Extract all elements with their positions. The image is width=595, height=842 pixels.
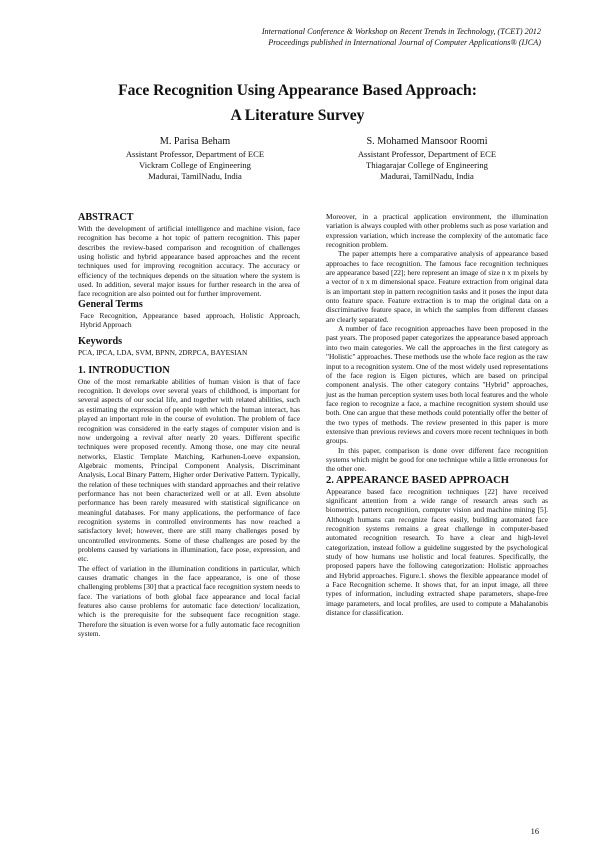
author-org: Vickram College of Engineering	[139, 160, 251, 170]
running-head-line-2: Proceedings published in International Journal of Computer Applications® (IJCA)	[268, 37, 541, 47]
author-role: Assistant Professor, Department of ECE	[357, 149, 497, 159]
intro-paragraph-1: One of the most remarkable abilities of human vision is that of face recognition. It develops over several years of childhood, is important for several aspects of our social life, and together with related abilities, such as estimating the expression of people with which the human interact, has played an important role in the course of evolution. The problem of face recognition was considered in the early stages of computer vision and is now undergoing a revival after nearly 20 years. Different specific techniques were proposed recently. Among those, one may cite neural networks, Elastic Template Matching, Karhunen-Loeve expansion, Algebraic moments, Principal Component Analysis, Discriminant Analysis, Local Binary Pattern, Higher order Derivative Pattern. Typically, the relation of these techniques with standard approaches and their relative performance has not been characterized well or at all. Even absolute performance has been rarely measured with statistical significance on meaningful databases. For many applications, the performance of face recognition systems in controlled environments has now reached a satisfactory level; however, there are still many challenges posed by uncontrolled environments. Some of these challenges are posed by the problems caused by variations in illumination, face pose, expression, and etc.	[78, 376, 300, 564]
section-2-paragraph-1: Appearance based face recognition techniques [22] have received significant attention from a wide range of research areas such as biometrics, pattern recognition, computer vision and machine mining [5]. Although humans can recognize faces easily, building automated face recognition systems remains a great challenge in computer-based automated recognition research. To have a clear and high-level categorization, instead follow a guideline suggested by the psychological study of how humans use holistic and local features. Specifically, the proposed papers have the following categorization: Holistic approaches and Hybrid approaches. Figure.1. shows the flexible appearance model of a Face Recognition scheme. It shows that, for an input image, all three types of information, including extracted shape parameters, shape-free image parameters, and local profiles, are used to compute a Mahalanobis distance for classification.	[326, 486, 548, 618]
title-line-1: Face Recognition Using Appearance Based Approach:	[118, 82, 477, 99]
paper-title	[40, 78, 555, 128]
author-name: S. Mohamed Mansoor Roomi	[366, 136, 488, 147]
intro-paragraph-4: The paper attempts here a comparative analysis of appearance based approaches to face recognition. The famous face recognition techniques are appearance based [22]; here represent an image of size n x m pixels by a vector of n x m dimensional space. Feature extraction from original data is an important step in pattern recognition tasks and it poses the input data onto feature space. Feature extraction is to map the original data on a discriminative feature space, in which the samples from different classes are clearly separated.	[326, 249, 548, 324]
left-column	[78, 212, 300, 638]
section-2-heading: 2. APPEARANCE BASED APPROACH	[326, 474, 510, 486]
author-place: Madurai, TamilNadu, India	[380, 171, 474, 181]
abstract-heading: ABSTRACT	[78, 212, 134, 223]
intro-paragraph-2: The effect of variation in the illumination conditions in particular, which causes dramatic changes in the face appearance, is one of those challenging problems [30] that a practical face recognition system needs to face. The variations of both global face appearance and local facial features also cause problems for automatic face detection/ localization, which is the prerequisite for the subsequent face recognition stage. Therefore the situation is even worse for a fully automatic face recognition system.	[78, 563, 300, 639]
running-head	[262, 27, 541, 48]
introduction-heading: 1. INTRODUCTION	[78, 364, 170, 376]
author-block-2	[302, 135, 552, 182]
right-column	[326, 212, 548, 617]
running-head-line-1: International Conference & Workshop on Recent Trends in Technology, (TCET) 2012	[261, 27, 541, 36]
author-role: Assistant Professor, Department of ECE	[125, 149, 265, 159]
author-name: M. Parisa Beham	[159, 136, 231, 147]
author-org: Thiagarajar College of Engineering	[366, 160, 488, 170]
author-block-1	[70, 135, 320, 182]
page-number: 16	[530, 827, 539, 836]
keywords-heading: Keywords	[78, 336, 123, 348]
author-place: Madurai, TamilNadu, India	[148, 171, 242, 181]
general-terms-text: Face Recognition, Appearance based approach, Holistic Approach, Hybrid Approach	[80, 310, 300, 330]
keywords-text: PCA, IPCA, LDA, SVM, BPNN, 2DRPCA, BAYESIAN	[78, 348, 248, 358]
general-terms-heading: General Terms	[78, 298, 143, 310]
title-line-2: A Literature Survey	[230, 107, 365, 124]
intro-paragraph-6: In this paper, comparison is done over different face recognition systems which might be good for one technique while a little erroneous for the other one.	[326, 445, 548, 474]
intro-paragraph-3: Moreover, in a practical application environment, the illumination variation is always coupled with other problems such as pose variation and expression variation, which increase the complexity of the automatic face recognition problem.	[326, 212, 548, 250]
intro-paragraph-5: A number of face recognition approaches have been proposed in the past years. The proposed paper categorizes the appearance based approach into two main categories. We call the approaches in the first category as "Holistic" approaches. These methods use the whole face region as the raw input to a recognition system. One of the most widely used representations of the face region is Eigen pictures, which are based on principal component analysis. The other category contains "Hybrid" approaches, just as the human perception system uses both local features and the whole face region to recognize a face, a machine recognition system should use both. One can argue that these methods could potentially offer the better of the two types of methods. The review presented in this paper is more extensive than previous reviews and covers more recent techniques in both groups.	[326, 324, 548, 446]
abstract-text: With the development of artificial intelligence and machine vision, face recognition has become a hot topic of pattern recognition. This paper describes the review-based comparison and recognition of challenges using holistic and hybrid appearance based approaches and the recent techniques used for improving recognition accuracy. The accuracy or efficiency of the techniques depends on the situation where the system is used. In addition, several major issues for further research in the area of face recognition are also pointed out for further improvement.	[78, 224, 300, 299]
